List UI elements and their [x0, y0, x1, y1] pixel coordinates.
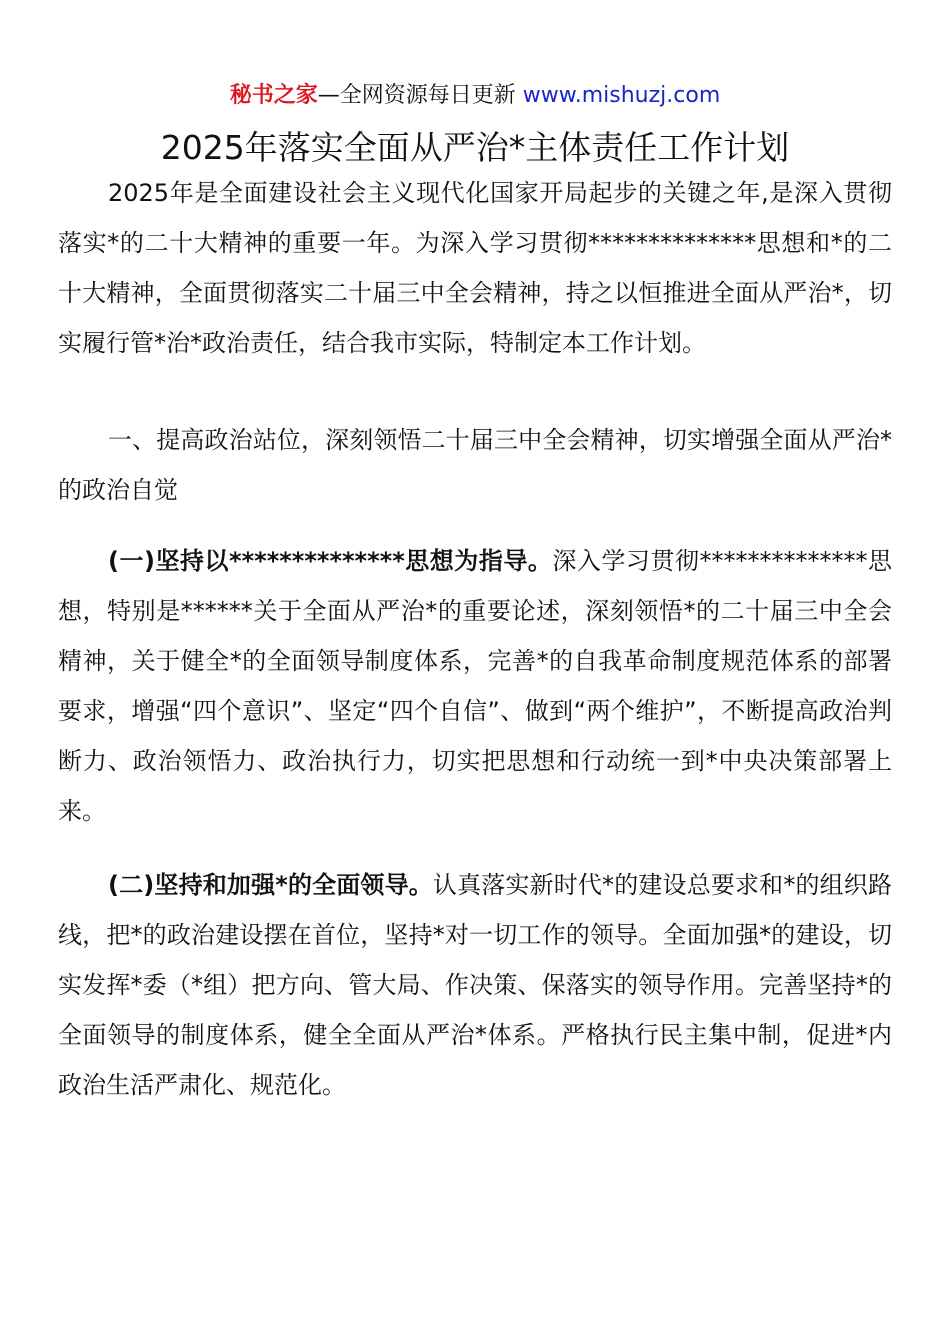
item-paragraph-1: [58, 536, 892, 836]
section-heading-1: 一、提高政治站位，深刻领悟二十届三中全会精神，切实增强全面从严治*的政治自觉: [58, 426, 892, 504]
site-url-link[interactable]: www.mishuzj.com: [522, 83, 721, 108]
header-tagline: —全网资源每日更新: [317, 83, 523, 108]
item-body-1: 深入学习贯彻**************思想，特别是******关于全面从严治*的重要论述，深刻领悟*的二十届三中全会精神，关于健全*的全面领导制度体系，完善*的自我革命制度规范体系的部署要求，增强“四个意识”、坚定“四个自信”、做到“两个维护”，不断提高政治判断力、政治领悟力、政治执行力，切实把思想和行动统一到*中央决策部署上来。: [58, 547, 892, 825]
item-body-2: 认真落实新时代*的建设总要求和*的组织路线，把*的政治建设摆在首位，坚持*对一切工作的领导。全面加强*的建设，切实发挥*委（*组）把方向、管大局、作决策、保落实的领导作用。完善坚持*的全面领导的制度体系，健全全面从严治*体系。严格执行民主集中制，促进*内政治生活严肃化、规范化。: [58, 871, 892, 1099]
intro-paragraph: 2025年是全面建设社会主义现代化国家开局起步的关键之年,是深入贯彻落实*的二十大精神的重要一年。为深入学习贯彻**************思想和*的二十大精神，全面贯彻落实二十届三中全会精神，持之以恒推进全面从严治*，切实履行管*治*政治责任，结合我市实际，特制定本工作计划。: [58, 179, 892, 357]
site-header: [0, 80, 950, 112]
document-title: 2025年落实全面从严治*主体责任工作计划: [160, 128, 790, 167]
item-lead-1: (一)坚持以**************思想为指导。: [108, 547, 553, 575]
item-paragraph-2: [58, 860, 892, 1110]
item-lead-2: (二)坚持和加强*的全面领导。: [108, 871, 433, 899]
brand-name: 秘书之家: [229, 83, 318, 108]
